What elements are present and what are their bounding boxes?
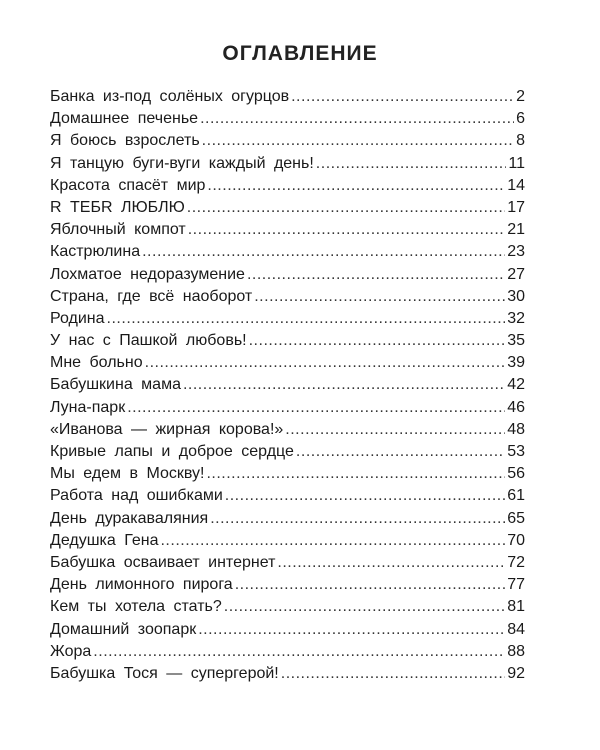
toc-entry [50,641,525,663]
toc-entry-page: 77 [507,576,525,594]
dot-leader [247,264,505,286]
toc-entry [50,485,525,507]
dot-leader [291,86,514,108]
dot-leader [210,508,505,530]
toc-entry [50,574,525,596]
table-of-contents [50,86,525,685]
dot-leader [207,175,505,197]
toc-entry [50,663,525,685]
toc-entry-page: 6 [516,110,525,128]
toc-entry-page: 14 [507,176,525,194]
toc-entry-page: 8 [516,132,525,150]
dot-leader [188,219,505,241]
toc-entry [50,175,525,197]
dot-leader [285,419,505,441]
dot-leader [277,552,505,574]
toc-entry-page: 48 [507,420,525,438]
toc-entry [50,419,525,441]
toc-entry [50,596,525,618]
toc-entry [50,130,525,152]
toc-entry-title: Работа над ошибками [50,487,223,505]
dot-leader [202,130,514,152]
toc-entry-page: 72 [507,553,525,571]
toc-entry-title: Кривые лапы и доброе сердце [50,443,294,460]
toc-entry-title: День лимонного пирога [50,576,233,594]
dot-leader [235,574,506,596]
dot-leader [225,485,505,507]
dot-leader [249,330,506,352]
toc-entry [50,508,525,530]
toc-entry-title: Жора [50,642,92,660]
dot-leader [183,374,505,396]
toc-entry-page: 53 [507,443,525,460]
toc-entry [50,619,525,641]
toc-entry [50,552,525,574]
toc-entry [50,330,525,352]
dot-leader [187,197,505,219]
toc-entry-page: 39 [507,354,525,372]
toc-entry-title: «Иванова — жирная корова!» [50,420,284,438]
toc-entry-title: Страна, где всё наоборот [50,287,253,305]
toc-entry-page: 92 [507,664,525,682]
toc-entry-title: Я танцую буги-вуги каждый день! [50,154,314,172]
toc-entry-page: 70 [507,531,525,549]
toc-entry-title: Домашнее печенье [50,110,199,128]
toc-entry [50,153,525,175]
toc-entry-title: Бабушка Тося — супергерой! [50,664,279,682]
toc-entry-title: Лохматое недоразумение [50,265,245,283]
toc-entry [50,352,525,374]
toc-entry-title: День дуракаваляния [50,509,209,527]
dot-leader [281,663,505,685]
toc-entry [50,308,525,330]
dot-leader [145,352,506,374]
toc-entry-page: 46 [507,398,525,416]
dot-leader [200,108,514,130]
toc-entry-page: 32 [507,309,525,327]
toc-entry-title: Родина [50,309,105,327]
toc-entry-page: 56 [507,465,525,483]
dot-leader [160,530,505,552]
toc-entry [50,86,525,108]
toc-entry [50,530,525,552]
toc-entry [50,264,525,286]
dot-leader [107,308,506,330]
toc-entry-page: 30 [507,287,525,305]
toc-entry-title: Мы едем в Москву! [50,465,205,483]
dot-leader [206,463,505,485]
toc-entry-title: Красота спасёт мир [50,176,206,194]
toc-entry-page: 65 [507,509,525,527]
toc-entry-title: Яблочный компот [50,221,186,239]
toc-entry-title: Кем ты хотела стать? [50,598,222,616]
toc-entry-title: Бабушкина мама [50,376,181,394]
toc-entry-title: У нас с Пашкой любовь! [50,332,247,350]
toc-entry [50,108,525,130]
toc-entry-page: 2 [516,88,525,105]
toc-entry [50,219,525,241]
page-title: ОГЛАВЛЕНИЕ [222,42,378,65]
toc-entry-title: Банка из-под солёных огурцов [50,88,290,105]
dot-leader [93,641,505,663]
dot-leader [127,397,505,419]
toc-entry-page: 61 [507,487,525,505]
dot-leader [254,286,505,308]
toc-entry-page: 21 [507,221,525,239]
dot-leader [198,619,505,641]
toc-entry-page: 84 [507,620,525,638]
toc-entry [50,441,525,463]
toc-entry [50,286,525,308]
toc-entry-page: 81 [507,598,525,616]
toc-entry [50,463,525,485]
toc-entry-page: 27 [507,265,525,283]
dot-leader [316,153,507,175]
dot-leader [224,596,505,618]
toc-entry-page: 23 [507,243,525,261]
toc-entry [50,374,525,396]
toc-entry-title: Мне больно [50,354,143,372]
toc-entry-title: Кастрюлина [50,243,141,261]
toc-entry-page: 17 [507,198,525,216]
toc-entry-title: Дедушка Гена [50,531,159,549]
toc-entry-title: Бабушка осваивает интернет [50,553,276,571]
toc-entry-page: 35 [507,332,525,350]
toc-entry [50,397,525,419]
toc-entry [50,241,525,263]
toc-entry-page: 42 [507,376,525,394]
toc-entry [50,197,525,219]
toc-entry-title: R ТЕБR ЛЮБЛЮ [50,198,185,216]
toc-entry-title: Я боюсь взрослеть [50,132,200,150]
toc-entry-title: Луна-парк [50,398,126,416]
dot-leader [142,241,505,263]
toc-entry-page: 88 [507,642,525,660]
toc-entry-title: Домашний зоопарк [50,620,197,638]
dot-leader [296,441,505,463]
toc-entry-page: 11 [508,154,525,172]
